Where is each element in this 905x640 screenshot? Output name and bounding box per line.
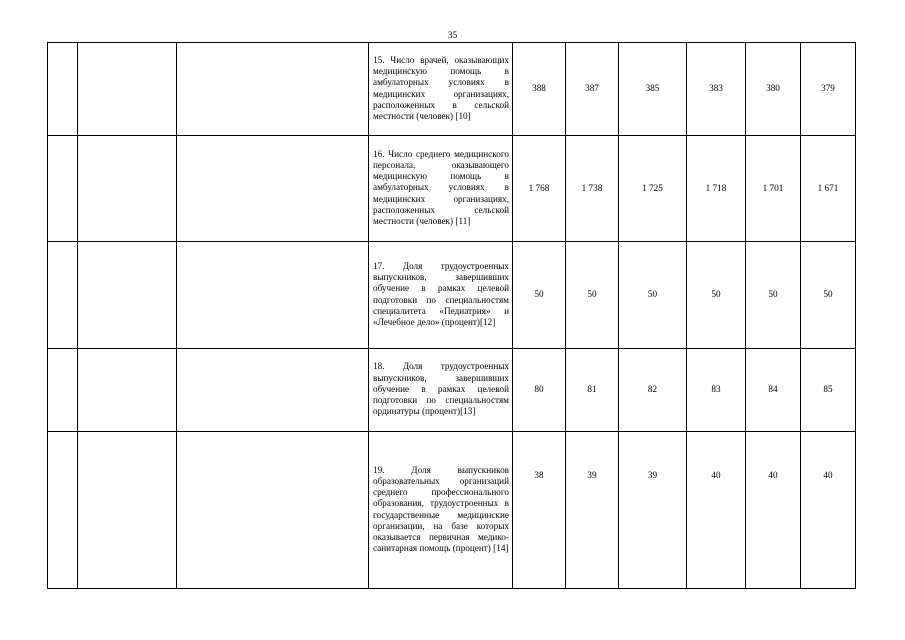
table-row xyxy=(48,432,856,589)
value-cell: 80 xyxy=(513,349,566,432)
value-cell: 50 xyxy=(687,242,746,349)
empty-cell xyxy=(48,432,78,589)
value-cell: 85 xyxy=(801,349,856,432)
value-cell: 50 xyxy=(619,242,687,349)
value-cell: 388 xyxy=(513,43,566,136)
value-cell: 39 xyxy=(566,432,619,589)
empty-cell xyxy=(177,136,369,242)
empty-cell xyxy=(78,349,177,432)
empty-cell xyxy=(177,349,369,432)
empty-cell xyxy=(177,242,369,349)
empty-cell xyxy=(177,432,369,589)
value-cell: 1 671 xyxy=(801,136,856,242)
empty-cell xyxy=(78,43,177,136)
empty-cell xyxy=(48,136,78,242)
empty-cell xyxy=(78,242,177,349)
table-row xyxy=(48,242,856,349)
indicator-description: 18. Доля трудоустроенных выпускников, завершивших обучение в рамках целевой подготовки по специальностям ординатуры (процент)[13] xyxy=(369,349,513,432)
value-cell: 50 xyxy=(513,242,566,349)
value-cell: 84 xyxy=(746,349,801,432)
indicators-table xyxy=(47,42,856,589)
indicator-description: 15. Число врачей, оказывающих медицинскую помощь в амбулаторных условиях в медицинских организациях, расположенных в сельской местности (человек) [10] xyxy=(369,43,513,136)
value-cell: 1 718 xyxy=(687,136,746,242)
value-cell: 50 xyxy=(801,242,856,349)
value-cell: 83 xyxy=(687,349,746,432)
page-number: 35 xyxy=(447,31,458,41)
value-cell: 50 xyxy=(746,242,801,349)
value-cell: 39 xyxy=(619,432,687,589)
empty-cell xyxy=(48,43,78,136)
table-row xyxy=(48,136,856,242)
value-cell: 38 xyxy=(513,432,566,589)
indicator-description: 16. Число среднего медицинского персонала, оказывающего медицинскую помощь в амбулаторных условиях в медицинских организациях, расположенных сельской местности (человек) [11] xyxy=(369,136,513,242)
value-cell: 380 xyxy=(746,43,801,136)
value-cell: 1 725 xyxy=(619,136,687,242)
value-cell: 387 xyxy=(566,43,619,136)
value-cell: 40 xyxy=(746,432,801,589)
value-cell: 385 xyxy=(619,43,687,136)
value-cell: 383 xyxy=(687,43,746,136)
value-cell: 1 768 xyxy=(513,136,566,242)
value-cell: 82 xyxy=(619,349,687,432)
empty-cell xyxy=(78,136,177,242)
value-cell: 50 xyxy=(566,242,619,349)
empty-cell xyxy=(48,349,78,432)
value-cell: 1 738 xyxy=(566,136,619,242)
indicator-description: 17. Доля трудоустроенных выпускников, завершивших обучение в рамках целевой подготовки по специальностям специалитета «Педиатрия» и «Лечебное дело» (процент)[12] xyxy=(369,242,513,349)
value-cell: 40 xyxy=(687,432,746,589)
value-cell: 81 xyxy=(566,349,619,432)
value-cell: 40 xyxy=(801,432,856,589)
value-cell: 1 701 xyxy=(746,136,801,242)
empty-cell xyxy=(48,242,78,349)
indicator-description: 19. Доля выпускников образовательных организаций среднего профессионального образования, трудоустроенных в государственные медицинские организации, на базе которых оказывается первичная медико-санитарная помощь (процент) [14] xyxy=(369,432,513,589)
value-cell: 379 xyxy=(801,43,856,136)
empty-cell xyxy=(177,43,369,136)
table-row xyxy=(48,43,856,136)
table-row xyxy=(48,349,856,432)
empty-cell xyxy=(78,432,177,589)
